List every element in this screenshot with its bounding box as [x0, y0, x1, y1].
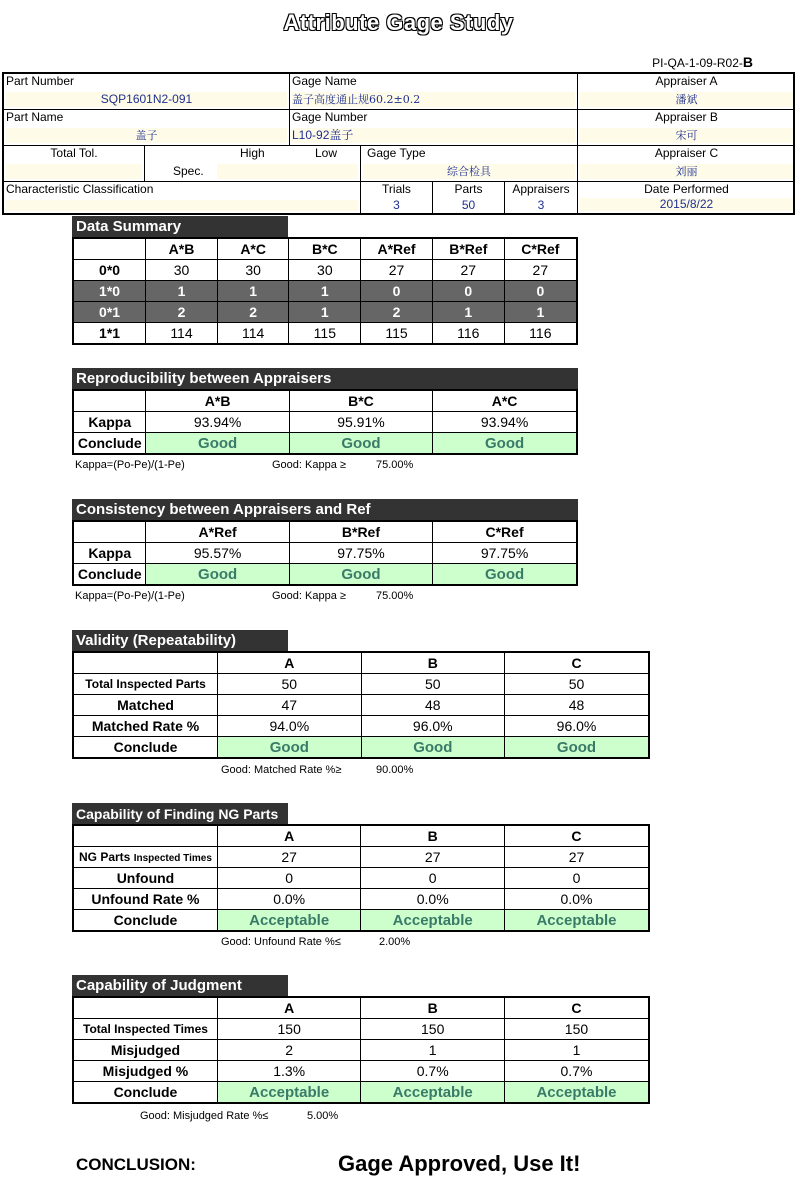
gage-number-field[interactable]: L10-92盖子 — [292, 128, 575, 143]
appraiser-c-field[interactable]: 刘丽 — [580, 164, 793, 179]
unfound-criterion: Good: Unfound Rate %≤ — [221, 936, 341, 948]
table-row — [73, 674, 649, 695]
corner-cell — [73, 238, 146, 260]
conclude-badge: Good — [289, 564, 432, 586]
table-cell: 30 — [146, 260, 218, 281]
table-cell: 1 — [432, 302, 504, 323]
conclude-badge: Good — [505, 737, 649, 759]
matched-criterion: Good: Matched Rate %≥ — [221, 764, 342, 776]
table-cell: 114 — [217, 323, 289, 345]
judgment-title: Capability of Judgment — [72, 975, 288, 997]
table-cell: 27 — [217, 847, 361, 868]
table-cell: 0.0% — [504, 889, 649, 910]
table-row — [73, 1082, 649, 1104]
appraiser-a-field[interactable]: 潘斌 — [580, 92, 793, 107]
conclude-badge: Acceptable — [361, 910, 505, 932]
judgment-table — [72, 996, 650, 1104]
appraiser-c-label: Appraiser C — [654, 146, 719, 160]
row-header: 1*0 — [73, 281, 146, 302]
row-header: Conclude — [73, 433, 146, 455]
col-header: B — [361, 997, 505, 1019]
conclude-badge: Good — [361, 737, 504, 759]
gage-name-field[interactable]: 盖子高度通止规60.2±0.2 — [292, 92, 575, 107]
table-cell: 48 — [361, 695, 504, 716]
appraiser-b-label: Appraiser B — [655, 110, 718, 124]
row-header: Conclude — [73, 910, 217, 932]
spec-label: Spec. — [173, 164, 204, 178]
reproducibility-table — [72, 389, 578, 455]
appraisers-value: 3 — [537, 198, 545, 212]
ng-parts-title: Capability of Finding NG Parts — [72, 803, 288, 825]
table-row — [73, 433, 577, 455]
corner-cell — [73, 390, 146, 412]
row-header: 0*1 — [73, 302, 146, 323]
gage-name-label: Gage Name — [292, 74, 357, 88]
col-header: A — [217, 997, 361, 1019]
table-cell: 50 — [361, 674, 504, 695]
trials-label: Trials — [382, 182, 411, 196]
table-cell: 1.3% — [217, 1061, 361, 1082]
table-cell: 30 — [289, 260, 361, 281]
conclude-badge: Acceptable — [504, 910, 649, 932]
table-row — [73, 302, 577, 323]
col-header: B — [361, 825, 505, 847]
gage-number-cell — [290, 110, 578, 146]
kappa-value: 93.94% — [433, 412, 577, 433]
inspected-times-label: Inspected Times — [133, 853, 212, 864]
table-cell: 30 — [217, 260, 289, 281]
conclude-badge: Acceptable — [217, 1082, 361, 1104]
table-row — [73, 847, 649, 868]
table-cell: 2 — [217, 302, 289, 323]
row-header — [73, 847, 217, 868]
kappa-value: 95.91% — [289, 412, 432, 433]
table-cell: 1 — [289, 281, 361, 302]
parts-label: Parts — [454, 182, 483, 196]
table-cell: 1 — [289, 302, 361, 323]
table-cell: 0 — [217, 868, 361, 889]
gage-type-label: Gage Type — [367, 146, 426, 160]
col-header: A — [217, 825, 361, 847]
gage-type-field[interactable]: 综合检具 — [363, 164, 575, 179]
table-cell: 0.0% — [361, 889, 505, 910]
conclude-badge: Good — [289, 433, 432, 455]
table-cell: 2 — [361, 302, 433, 323]
col-header: B*Ref — [289, 521, 432, 543]
conclusion-label: CONCLUSION: — [76, 1155, 196, 1174]
table-cell: 0 — [361, 868, 505, 889]
corner-cell — [73, 825, 217, 847]
header-form — [2, 72, 795, 215]
conclude-badge: Acceptable — [504, 1082, 649, 1104]
kappa-formula: Kappa=(Po-Pe)/(1-Pe) — [75, 459, 185, 471]
data-summary-table — [72, 237, 578, 345]
validity-table — [72, 651, 650, 759]
col-header: A*C — [433, 390, 577, 412]
matched-criterion-value: 90.00% — [376, 764, 414, 776]
table-cell: 1 — [361, 1040, 505, 1061]
table-row — [73, 543, 577, 564]
table-row — [73, 281, 577, 302]
table-cell: 50 — [218, 674, 361, 695]
table-cell: 0 — [504, 868, 649, 889]
doc-number-prefix: PI-QA-1-09-R02- — [652, 56, 743, 70]
table-row — [73, 1019, 649, 1040]
col-header: B*C — [289, 390, 432, 412]
unfound-criterion-value: 2.00% — [379, 936, 411, 948]
spec-cell — [145, 146, 361, 182]
ng-parts-label: NG Parts — [79, 850, 131, 864]
table-cell: 96.0% — [361, 716, 504, 737]
date-label: Date Performed — [644, 182, 729, 196]
table-cell: 27 — [361, 260, 433, 281]
consistency-title: Consistency between Appraisers and Ref — [72, 499, 578, 521]
kappa-value: 93.94% — [146, 412, 289, 433]
part-name-field[interactable]: 盖子 — [6, 128, 287, 143]
col-header: B — [361, 652, 504, 674]
table-row — [73, 260, 577, 281]
col-header: B*Ref — [432, 238, 504, 260]
row-header: Unfound — [73, 868, 217, 889]
col-header: C — [505, 652, 649, 674]
col-header: A*Ref — [361, 238, 433, 260]
misjudged-criterion-value: 5.00% — [307, 1110, 339, 1122]
kappa-value: 95.57% — [146, 543, 289, 564]
corner-cell — [73, 997, 217, 1019]
trials-cell — [361, 182, 433, 213]
conclude-badge: Acceptable — [217, 910, 361, 932]
row-header: Misjudged % — [73, 1061, 217, 1082]
row-header: 0*0 — [73, 260, 146, 281]
conclude-badge: Good — [433, 433, 577, 455]
appraiser-b-field[interactable]: 宋可 — [580, 128, 793, 143]
reproducibility-title: Reproducibility between Appraisers — [72, 368, 578, 390]
part-name-cell — [4, 110, 290, 146]
table-cell: 1 — [217, 281, 289, 302]
table-cell: 150 — [217, 1019, 361, 1040]
conclude-badge: Good — [218, 737, 361, 759]
kappa-criterion-value: 75.00% — [376, 459, 414, 471]
row-header: 1*1 — [73, 323, 146, 345]
char-class-field[interactable] — [6, 200, 358, 211]
table-cell: 27 — [504, 847, 649, 868]
kappa-value: 97.75% — [433, 543, 577, 564]
table-row — [73, 716, 649, 737]
part-name-label: Part Name — [6, 110, 64, 124]
row-header: Matched — [73, 695, 218, 716]
table-cell: 27 — [432, 260, 504, 281]
col-header: C*Ref — [433, 521, 577, 543]
row-header: Unfound Rate % — [73, 889, 217, 910]
table-row — [73, 695, 649, 716]
page-title: Attribute Gage Study — [283, 10, 514, 35]
table-cell: 0 — [504, 281, 577, 302]
char-class-cell — [4, 182, 361, 213]
table-row — [73, 564, 577, 586]
table-row — [73, 737, 649, 759]
trials-value: 3 — [393, 198, 400, 212]
col-header: B*C — [289, 238, 361, 260]
table-cell: 27 — [504, 260, 577, 281]
kappa-formula: Kappa=(Po-Pe)/(1-Pe) — [75, 590, 185, 602]
table-cell: 150 — [504, 1019, 649, 1040]
row-header: Conclude — [73, 737, 218, 759]
kappa-value: 97.75% — [289, 543, 432, 564]
row-header: Misjudged — [73, 1040, 217, 1061]
table-cell: 2 — [146, 302, 218, 323]
table-cell: 0.7% — [504, 1061, 649, 1082]
table-row — [73, 1061, 649, 1082]
col-header: A*Ref — [146, 521, 289, 543]
table-row — [73, 889, 649, 910]
gage-type-cell — [361, 146, 578, 182]
conclusion-value: Gage Approved, Use It! — [338, 1151, 581, 1176]
table-cell: 1 — [504, 1040, 649, 1061]
table-cell: 115 — [361, 323, 433, 345]
conclude-badge: Acceptable — [361, 1082, 505, 1104]
consistency-table — [72, 520, 578, 586]
parts-value: 50 — [461, 198, 476, 212]
conclude-badge: Good — [146, 433, 289, 455]
misjudged-criterion: Good: Misjudged Rate %≤ — [140, 1110, 269, 1122]
col-header: A*B — [146, 238, 218, 260]
table-cell: 2 — [217, 1040, 361, 1061]
table-cell: 115 — [289, 323, 361, 345]
appraisers-cell — [505, 182, 578, 213]
table-row — [73, 910, 649, 932]
row-header: Total Inspected Parts — [73, 674, 218, 695]
parts-cell — [433, 182, 505, 213]
corner-cell — [73, 652, 218, 674]
appraiser-a-cell — [578, 74, 795, 110]
ng-parts-table — [72, 824, 650, 932]
part-number-label: Part Number — [6, 74, 75, 88]
kappa-criterion: Good: Kappa ≥ — [272, 459, 346, 471]
row-header: Kappa — [73, 412, 146, 433]
date-field[interactable]: 2015/8/22 — [580, 198, 793, 211]
gage-name-cell — [290, 74, 578, 110]
table-cell: 116 — [432, 323, 504, 345]
appraiser-c-cell — [578, 146, 795, 182]
total-tol-cell — [4, 146, 145, 182]
gage-number-label: Gage Number — [292, 110, 368, 124]
table-cell: 27 — [361, 847, 505, 868]
table-cell: 116 — [504, 323, 577, 345]
table-row — [73, 868, 649, 889]
table-cell: 114 — [146, 323, 218, 345]
table-row — [73, 323, 577, 345]
table-cell: 150 — [361, 1019, 505, 1040]
table-cell: 1 — [146, 281, 218, 302]
row-header: Kappa — [73, 543, 146, 564]
table-cell: 0.0% — [217, 889, 361, 910]
data-summary-title: Data Summary — [72, 216, 288, 238]
corner-cell — [73, 521, 146, 543]
total-tol-field[interactable] — [6, 164, 142, 179]
table-cell: 94.0% — [218, 716, 361, 737]
table-cell: 0 — [361, 281, 433, 302]
col-header: C*Ref — [504, 238, 577, 260]
table-row — [73, 1040, 649, 1061]
row-header: Matched Rate % — [73, 716, 218, 737]
row-header: Conclude — [73, 1082, 217, 1104]
table-cell: 47 — [218, 695, 361, 716]
table-cell: 48 — [505, 695, 649, 716]
table-row — [73, 412, 577, 433]
conclude-badge: Good — [146, 564, 289, 586]
spec-field[interactable] — [217, 164, 358, 179]
validity-title: Validity (Repeatability) — [72, 630, 288, 652]
part-number-field[interactable]: SQP1601N2-091 — [6, 92, 287, 107]
part-number-cell — [4, 74, 290, 110]
row-header: Total Inspected Times — [73, 1019, 217, 1040]
col-header: C — [504, 825, 649, 847]
col-header: A — [218, 652, 361, 674]
high-label: High — [240, 146, 265, 160]
table-cell: 0 — [432, 281, 504, 302]
col-header: C — [504, 997, 649, 1019]
table-cell: 50 — [505, 674, 649, 695]
table-cell: 96.0% — [505, 716, 649, 737]
total-tol-label: Total Tol. — [50, 146, 98, 160]
low-label: Low — [315, 146, 338, 160]
appraisers-label: Appraisers — [512, 182, 570, 196]
conclude-badge: Good — [433, 564, 577, 586]
doc-number-revision: B — [742, 54, 753, 70]
appraiser-b-cell — [578, 110, 795, 146]
row-header: Conclude — [73, 564, 146, 586]
document-number — [652, 54, 753, 70]
col-header: A*B — [146, 390, 289, 412]
col-header: A*C — [217, 238, 289, 260]
kappa-criterion: Good: Kappa ≥ — [272, 590, 346, 602]
appraiser-a-label: Appraiser A — [655, 74, 718, 88]
table-cell: 1 — [504, 302, 577, 323]
kappa-criterion-value: 75.00% — [376, 590, 414, 602]
char-class-label: Characteristic Classification — [6, 182, 154, 196]
date-cell — [578, 182, 795, 213]
table-cell: 0.7% — [361, 1061, 505, 1082]
